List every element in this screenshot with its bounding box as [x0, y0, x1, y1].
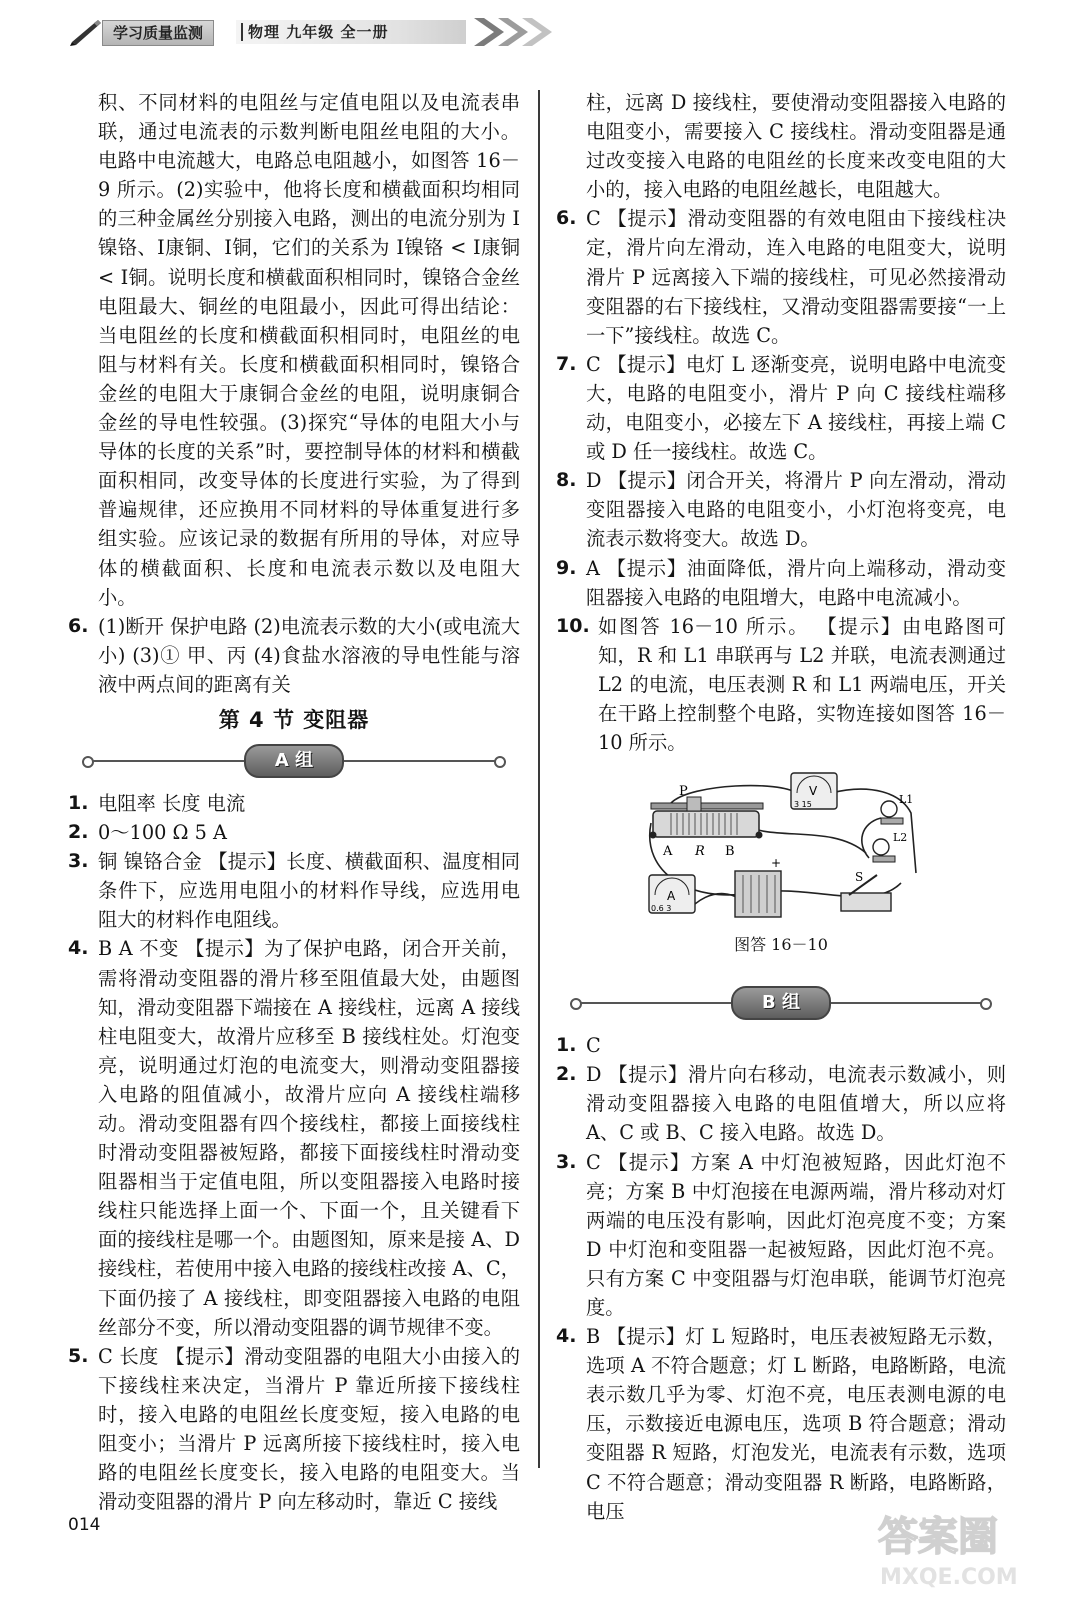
watermark-logo: [870, 1500, 1046, 1592]
group-b-badge: B 组: [731, 986, 831, 1020]
label-l1: L1: [899, 793, 914, 807]
item-text: B 【提示】灯 L 短路时，电压表被短路无示数，选项 A 不符合题意；灯 L 断路，电路断路，电流表示数几乎为零、灯泡不亮，电压表测电源的电压，示数接近电源电压，选项 B 符合题意；滑动变阻器 R 短路，灯泡发光，电流表有示数，选项 C 不符合题意；滑动变阻器 R 断路，电路断路，电压: [586, 1325, 1006, 1523]
section-title: 第 4 节 变阻器: [218, 707, 370, 732]
item-number: 6.: [68, 614, 89, 637]
item-number: 4.: [556, 1325, 577, 1348]
answer-item: [68, 847, 520, 934]
label-a: A: [663, 844, 673, 860]
item-number: 3.: [556, 1150, 577, 1173]
label-b: B: [725, 844, 735, 860]
battery-plus: +: [771, 856, 782, 871]
label-l2: L2: [893, 831, 908, 845]
item-number: 10.: [556, 614, 590, 637]
item-text: C 【提示】电灯 L 逐渐变亮，说明电路中电流变大，电路的电阻变小，滑片 P 向 C 接线柱端移动，电阻变小，必接左下 A 接线柱，再接上端 C 或 D 任一接线柱。故选 C。: [586, 352, 1006, 464]
left-column: [68, 88, 520, 1516]
answer-item: [556, 1060, 1006, 1147]
lamp-l2-icon: [873, 839, 889, 855]
label-s: S: [855, 870, 864, 885]
voltmeter-scale: 3 15: [794, 800, 812, 810]
line-end-dot: [980, 998, 992, 1010]
group-a-badge: A 组: [244, 744, 344, 778]
label-v: V: [809, 784, 818, 799]
brand-title: 学习质量监测: [102, 20, 214, 46]
header-separator: [241, 23, 243, 41]
answer-item: [68, 1342, 520, 1517]
answer-item: [556, 1322, 1006, 1526]
item-text: C 长度 【提示】滑动变阻器的电阻大小由接入的下接线柱来决定，当滑片 P 靠近所接下接线柱时，接入电路的电阻丝长度变短，接入电路的电阻变小；当滑片 P 远离所接下接线柱时，接入电路的电阻丝长度变长，接入电路的电阻变大。当滑动变阻器的滑片 P 向左移动时，靠近 C 接线: [98, 1344, 520, 1514]
switch-icon: [841, 893, 891, 911]
item-text: D 【提示】闭合开关，将滑片 P 向左滑动，滑动变阻器接入电路的电阻变小，小灯泡将变亮，电流表示数将变大。故选 D。: [586, 469, 1006, 551]
item-text: D 【提示】滑片向右移动，电流表示数减小，则滑动变阻器接入电路的电阻值增大，所以应将 A、C 或 B、C 接入电路。故选 D。: [586, 1063, 1006, 1145]
group-a-header: [68, 741, 520, 781]
answer-item: [68, 934, 520, 1341]
svg-text:MXQE.COM: MXQE.COM: [880, 1565, 1018, 1590]
item-number: 5.: [68, 1344, 89, 1367]
label-am: A: [667, 889, 676, 904]
answer-item: [556, 554, 1006, 612]
continued-answer-text: 柱，远离 D 接线柱，要使滑动变阻器接入电路的电阻变小，需要接入 C 接线柱。滑动变阻器是通过改变接入电路的电阻丝的长度来改变电阻的大小的，接入电路的电阻丝越长，电阻越大。: [586, 91, 1006, 202]
slider-p: [687, 797, 701, 811]
continued-answer-text: 积、不同材料的电阻丝与定值电阻以及电流表串联，通过电流表的示数判断电阻丝电阻的大小。电路中电流越大，电路总电阻越小，如图答 16－9 所示。(2)实验中，他将长度和横截面积均相同的三种金属丝分别接入电路，测出的电流分别为 I镍铬、I康铜、I铜，它们的关系为 I镍铬 < I康铜 < I铜。说明长度和横截面积相同时，镍铬合金丝电阻最大、铜丝的电阻最小，因此可得出结论：当电阻丝的长度和横截面积相同时，电阻丝的电阻与材料有关。长度和横截面积相同时，镍铬合金丝的电阻大于康铜合金丝的电阻，说明康铜合金丝的导电性较强。(3)探究“导体的电阻大小与导体的长度的关系”时，要控制导体的材料和横截面积相同，改变导体的长度进行实验，为了得到普遍规律，还应换用不同材料的导体重复进行多组实验。应该记录的数据有所用的导体，对应导体的横截面积、长度和电流表示数以及电阻大小。: [98, 91, 520, 609]
svg-text:答案圈: 答案圈: [878, 1514, 998, 1560]
item-text: 电阻率 长度 电流: [98, 791, 246, 815]
figure-caption: 图答 16－10: [734, 935, 828, 955]
answer-item: [556, 1031, 1006, 1060]
item-number: 3.: [68, 850, 89, 873]
item-number: 8.: [556, 469, 577, 492]
lamp-l1-icon: [881, 801, 897, 817]
battery-icon: [735, 871, 781, 917]
item-number: 2.: [556, 1063, 577, 1086]
answer-item: [556, 1148, 1006, 1323]
answer-item: [556, 350, 1006, 466]
rheostat-body: [653, 811, 759, 837]
item-text: (1)断开 保护电路 (2)电流表示数的大小(或电流大小) (3)① 甲、丙 (4)食盐水溶液的导电性能与溶液中两点间的距离有关: [98, 614, 520, 696]
item-number: 6.: [556, 207, 577, 230]
course-title: 物理 九年级 全一册: [248, 23, 389, 41]
page-number: 014: [68, 1515, 101, 1535]
item-number: 7.: [556, 352, 577, 375]
line-end-dot: [570, 998, 582, 1010]
group-b-header: [556, 983, 1006, 1023]
label-p: P: [679, 784, 688, 800]
item-number: 2.: [68, 821, 89, 844]
answer-item: [68, 789, 520, 818]
answer-item: [68, 818, 520, 847]
item-text: 铜 镍铬合金 【提示】长度、横截面积、温度相同条件下，应选用电阻小的材料作导线，应选用电阻大的材料作电阻线。: [98, 850, 520, 932]
item-text: C: [586, 1034, 601, 1058]
item-text: C 【提示】滑动变阻器的有效电阻由下接线柱决定，滑片向左滑动，连入电路的电阻变大，说明滑片 P 远离接入下端的接线柱，可见必然接滑动变阻器的右下接线柱，又滑动变阻器需要接“一上一下”接线柱。故选 C。: [586, 207, 1006, 347]
chevron-arrows-icon: [468, 16, 558, 48]
answer-item: [556, 204, 1006, 349]
answer-item: [556, 612, 1006, 757]
ammeter-scale: 0.6 3: [651, 904, 672, 914]
item-text: B A 不变 【提示】为了保护电路，闭合开关前，需将滑动变阻器的滑片移至阻值最大处，由题图知，滑动变阻器下端接在 A 接线柱，远离 A 接线柱电阻变大，故滑片应移至 B 接线柱处。灯泡变亮，说明通过灯泡的电流变大，则滑动变阻器接入电路的阻值减小，故滑片应向 A 接线柱端移动。滑动变阻器有四个接线柱，都接上面接线柱时滑动变阻器被短路，都接下面接线柱时滑动变阻器相当于定值电阻，所以变阻器接入电路时接线柱只能选择上面一个、下面一个，且关键看下面的接线柱是哪一个。由题图知，原来是接 A、D 接线柱，若使用中接入电路的接线柱改接 A、C，下面仍接了 A 接线柱，即变阻器接入电路的电阻丝部分不变，所以滑动变阻器的调节规律不变。: [98, 937, 520, 1339]
page-header: [68, 14, 498, 48]
circuit-diagram: [631, 763, 931, 931]
column-divider: [538, 90, 540, 1468]
item-text: 0～100 Ω 5 A: [98, 821, 227, 845]
answer-item-6: [68, 612, 520, 699]
item-number: 1.: [68, 791, 89, 814]
item-number: 1.: [556, 1034, 577, 1057]
line-end-dot: [82, 756, 94, 768]
line-end-dot: [494, 756, 506, 768]
right-column: [556, 88, 1006, 1526]
label-r: R: [695, 844, 705, 860]
item-number: 4.: [68, 937, 89, 960]
pen-icon: [68, 16, 104, 46]
item-text: A 【提示】油面降低，滑片向上端移动，滑动变阻器接入电路的电阻增大，电路中电流减小。: [586, 556, 1006, 609]
item-text: 如图答 16－10 所示。 【提示】由电路图可知，R 和 L1 串联再与 L2 并联，电流表测通过 L2 的电流，电压表测 R 和 L1 两端电压，开关在干路上控制整个电路，实物连接如图答 16－10 所示。: [598, 614, 1006, 755]
item-text: C 【提示】方案 A 中灯泡被短路，因此灯泡不亮；方案 B 中灯泡接在电源两端，滑片移动对灯两端的电压没有影响，因此灯泡亮度不变；方案 D 中灯泡和变阻器一起被短路，因此灯泡不亮。只有方案 C 中变阻器与灯泡串联，能调节灯泡亮度。: [586, 1150, 1006, 1319]
answer-item: [556, 466, 1006, 553]
circuit-figure: [556, 763, 1006, 957]
item-number: 9.: [556, 556, 577, 579]
